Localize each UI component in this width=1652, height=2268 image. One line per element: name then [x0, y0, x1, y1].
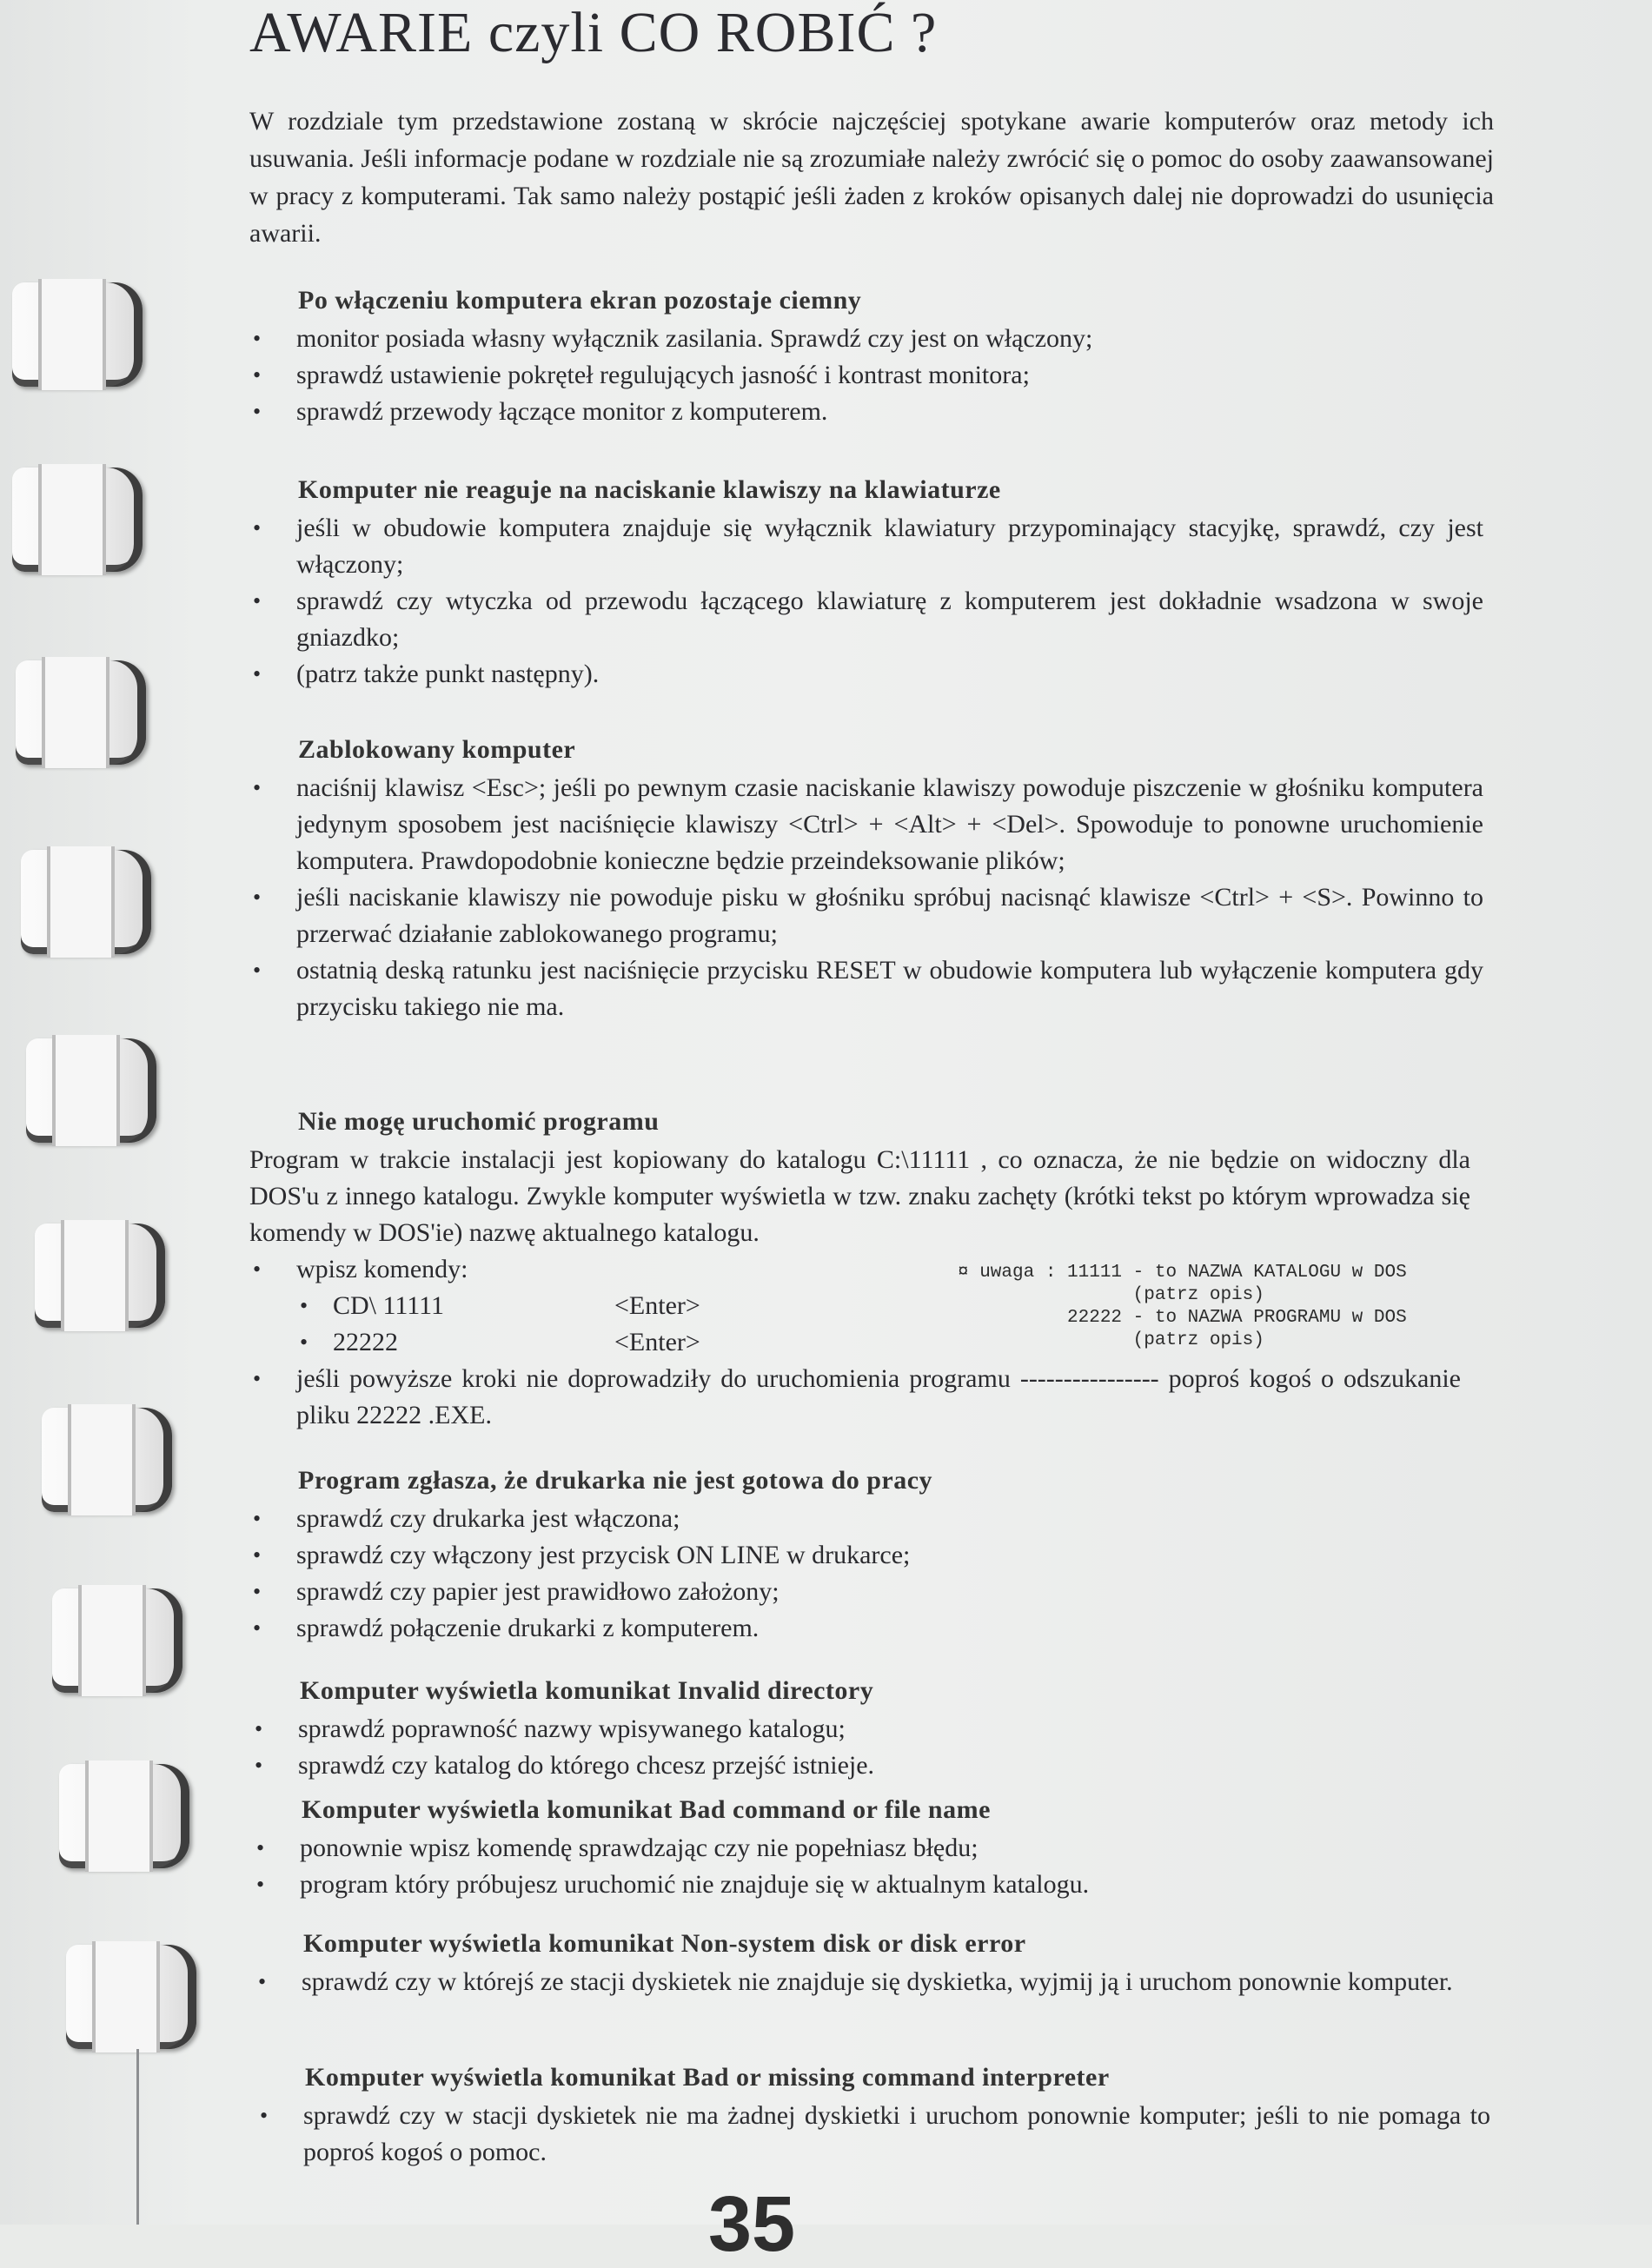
binding-ring	[59, 1764, 189, 1868]
bullet-icon: •	[256, 1835, 265, 1860]
section-keyboard	[249, 472, 1483, 693]
list-item: • naciśnij klawisz <Esc>; jeśli po pewnym czasie naciskanie klawiszy powoduje piszczenie w głośniku komputera jedynym sposobem jest naciśnięcie klawiszy <Ctrl> + <Alt> + <Del>. Spowoduje to ponowne uruchomienie komputera. Prawdopodobnie konieczne będzie przeindeksowanie plików;	[249, 770, 1483, 879]
spine-line	[136, 2049, 139, 2225]
page-number: 35	[708, 2181, 796, 2268]
typewriter-note: ¤ uwaga : 11111 - to NAZWA KATALOGU w DOS (patrz opis) 22222 - to NAZWA PROGRAMU w DOS (patrz opis)	[958, 1263, 1407, 1350]
list-item: • sprawdź przewody łączące monitor z komputerem.	[249, 394, 1483, 430]
section-non-system-disk	[255, 1926, 1489, 2000]
list-item: • jeśli naciskanie klawiszy nie powoduje pisku w głośniku spróbuj nacisnąć klawisze <Ctrl> + <S>. Powinno to przerwać działanie zablokowanego programu;	[249, 879, 1483, 952]
section-frozen-computer	[249, 732, 1483, 1025]
page-title: AWARIE czyli CO ROBIĆ ?	[249, 1, 938, 64]
binding-ring	[12, 468, 143, 572]
section-heading: Komputer nie reaguje na naciskanie klawiszy na klawiaturze	[298, 475, 1001, 504]
binding-ring	[16, 660, 146, 765]
section-heading: Po włączeniu komputera ekran pozostaje ciemny	[298, 286, 862, 315]
enter-key-label: <Enter>	[614, 1291, 700, 1320]
list-item: • ostatnią deską ratunku jest naciśnięcie przycisku RESET w obudowie komputera lub wyłączenie komputera gdy przycisku takiego nie ma.	[249, 952, 1483, 1025]
bullet-icon: •	[253, 362, 262, 388]
binding-ring	[42, 1408, 172, 1512]
bullet-icon: •	[300, 1330, 309, 1355]
command-text: CD\ 11111	[333, 1291, 445, 1320]
bullet-icon: •	[253, 885, 262, 910]
bullet-icon: •	[253, 1615, 262, 1641]
list-item: • (patrz także punkt następny).	[249, 656, 1483, 693]
list-item: • monitor posiada własny wyłącznik zasilania. Sprawdź czy jest on włączony;	[249, 321, 1483, 357]
section-heading: Zablokowany komputer	[298, 735, 576, 764]
section-command-interpreter	[256, 2059, 1490, 2171]
list-item: • sprawdź ustawienie pokręteł regulujących jasność i kontrast monitora;	[249, 357, 1483, 394]
section-bad-command	[253, 1792, 1487, 1903]
list-item: • sprawdź czy drukarka jest włączona;	[249, 1501, 1483, 1537]
section-heading: Komputer wyświetla komunikat Non-system disk or disk error	[303, 1929, 1026, 1958]
list-item: • ponownie wpisz komendę sprawdzając czy nie popełniasz błędu;	[253, 1830, 1487, 1867]
command-text: 22222	[333, 1328, 398, 1356]
list-item: • program który próbujesz uruchomić nie znajduje się w aktualnym katalogu.	[253, 1867, 1487, 1903]
binding-ring	[26, 1038, 156, 1143]
section-heading: Komputer wyświetla komunikat Bad command or file name	[302, 1795, 991, 1824]
enter-key-label: <Enter>	[614, 1328, 700, 1356]
bullet-icon: •	[253, 958, 262, 983]
bullet-icon: •	[253, 588, 262, 613]
binding-ring	[66, 1945, 196, 2049]
section-dark-screen	[249, 282, 1483, 430]
bullet-icon: •	[253, 1506, 262, 1531]
bullet-icon: •	[253, 1579, 262, 1604]
list-item: • jeśli powyższe kroki nie doprowadziły do uruchomienia programu ---------------- poproś kogoś o odszukanie pliku 22222 .EXE.	[249, 1361, 1461, 1434]
bullet-icon: •	[255, 1716, 263, 1741]
section-heading: Komputer wyświetla komunikat Invalid directory	[300, 1676, 874, 1705]
list-item: • sprawdź poprawność nazwy wpisywanego katalogu;	[251, 1711, 1485, 1747]
section-heading: Komputer wyświetla komunikat Bad or missing command interpreter	[305, 2063, 1110, 2092]
bullet-icon: •	[253, 326, 262, 351]
bullet-icon: •	[253, 1366, 262, 1391]
bullet-icon: •	[253, 1542, 262, 1568]
list-item: • jeśli w obudowie komputera znajduje się wyłącznik klawiatury przypominający stacyjkę, sprawdź, czy jest włączony;	[249, 510, 1483, 583]
bullet-icon: •	[300, 1293, 309, 1318]
bullet-icon: •	[253, 1257, 262, 1282]
bullet-icon: •	[253, 661, 262, 686]
section-heading: Nie mogę uruchomić programu	[298, 1107, 660, 1136]
list-item: • wpisz komendy:	[249, 1251, 1483, 1288]
list-item: • sprawdź czy w stacji dyskietek nie ma żadnej dyskietki i uruchom ponownie komputer; jeśli to nie pomaga to poproś kogoś o pomoc.	[256, 2098, 1490, 2171]
list-item: • sprawdź czy wtyczka od przewodu łączącego klawiaturę z komputerem jest dokładnie wsadzona w swoje gniazdko;	[249, 583, 1483, 656]
section-paragraph: Program w trakcie instalacji jest kopiowany do katalogu C:\11111 , co oznacza, że nie będzie on widoczny dla DOS'u z innego katalogu. Zwykle komputer wyświetla w tzw. znaku zachęty (krótki tekst po którym wprowadza się komendy w DOS'ie) nazwę aktualnego katalogu.	[249, 1145, 1470, 1247]
bullet-icon: •	[253, 515, 262, 540]
list-item: • sprawdź czy włączony jest przycisk ON LINE w drukarce;	[249, 1537, 1483, 1574]
list-item: • sprawdź połączenie drukarki z komputerem.	[249, 1610, 1483, 1647]
intro-paragraph: W rozdziale tym przedstawione zostaną w skrócie najczęściej spotykane awarie komputerów oraz metody ich usuwania. Jeśli informacje podane w rozdziale nie są zrozumiałe należy zwrócić się o pomoc do osoby zaawansowanej w pracy z komputerami. Tak samo należy postąpić jeśli żaden z kroków opisanych dalej nie doprowadzi do usunięcia awarii.	[249, 107, 1494, 248]
binding-ring	[12, 282, 143, 387]
binding-ring	[35, 1224, 165, 1328]
section-printer	[249, 1462, 1483, 1647]
bullet-icon: •	[253, 775, 262, 800]
bullet-icon: •	[255, 1753, 263, 1778]
bullet-icon: •	[253, 399, 262, 424]
bullet-icon: •	[258, 1969, 267, 1994]
binding-ring	[52, 1588, 182, 1693]
list-item: • sprawdź czy w którejś ze stacji dyskietek nie znajduje się dyskietka, wyjmij ją i uruchom ponownie komputer.	[255, 1964, 1489, 2000]
bullet-icon: •	[260, 2103, 269, 2128]
section-heading: Program zgłasza, że drukarka nie jest gotowa do pracy	[298, 1466, 933, 1495]
list-item: • sprawdź czy katalog do którego chcesz przejść istnieje.	[251, 1747, 1485, 1784]
list-item: • sprawdź czy papier jest prawidłowo założony;	[249, 1574, 1483, 1610]
bullet-icon: •	[256, 1872, 265, 1897]
binding-ring	[21, 850, 151, 954]
section-invalid-directory	[251, 1673, 1485, 1784]
